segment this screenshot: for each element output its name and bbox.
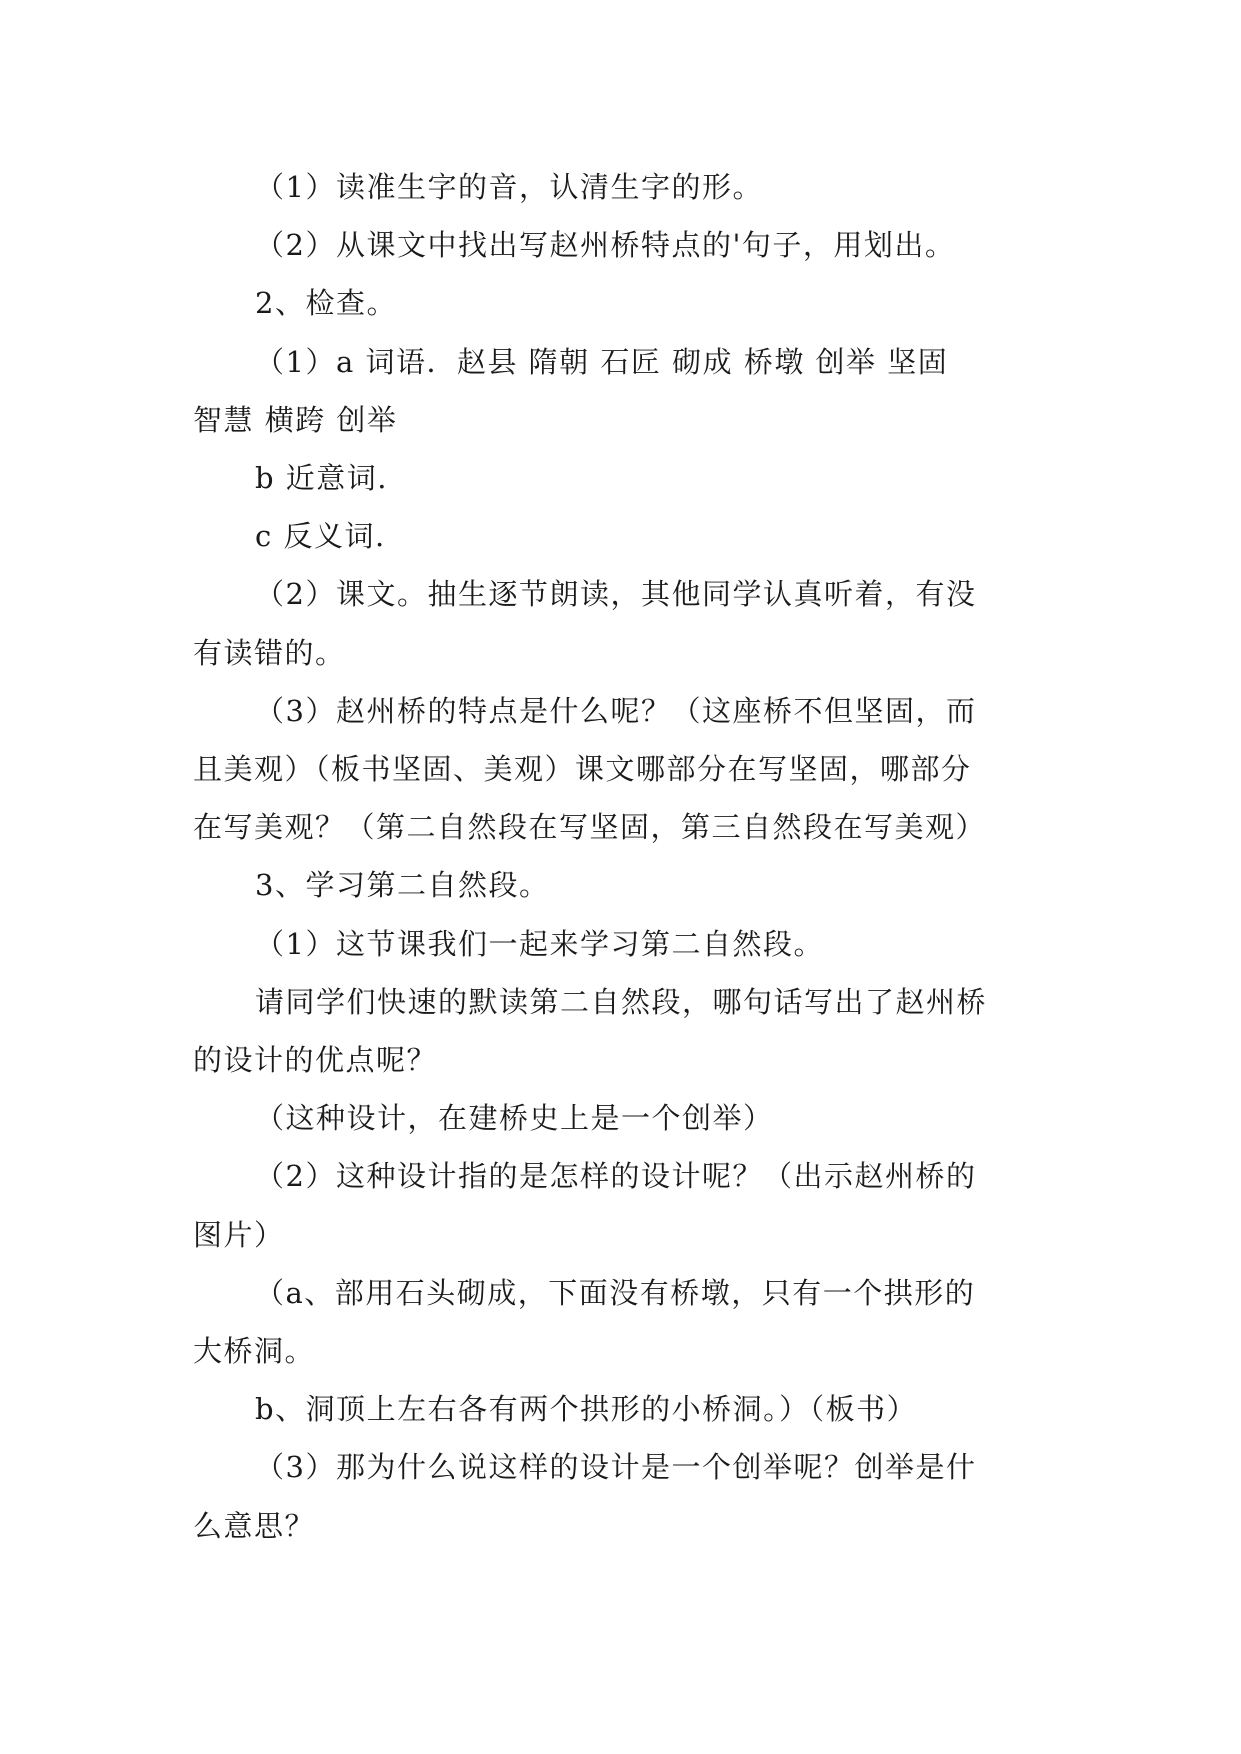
paragraph: （a、部用石头砌成，下面没有桥墩，只有一个拱形的 [255, 1275, 976, 1310]
paragraph: （这种设计，在建桥史上是一个创举） [255, 1101, 774, 1136]
paragraph: 请同学们快速的默读第二自然段，哪句话写出了赵州桥 [255, 984, 988, 1019]
paragraph: （1）这节课我们一起来学习第二自然段。 [255, 926, 824, 961]
paragraph: 3、学习第二自然段。 [255, 868, 550, 903]
paragraph: b 近意词. [255, 461, 389, 496]
paragraph-continuation: 且美观）（板书坚固、美观）课文哪部分在写坚固，哪部分 [193, 752, 972, 787]
paragraph: c 反义词. [255, 519, 386, 554]
paragraph-continuation: 大桥洞。 [193, 1334, 316, 1369]
paragraph-continuation: 么意思？ [193, 1508, 316, 1543]
document-body [193, 158, 1053, 1555]
paragraph-continuation: 图片） [193, 1217, 285, 1252]
paragraph: 2、检查。 [255, 286, 397, 321]
paragraph-continuation: 有读错的。 [193, 635, 346, 670]
paragraph: （1）读准生字的音，认清生字的形。 [255, 170, 763, 204]
paragraph-continuation: 在写美观？（第二自然段在写坚固，第三自然段在写美观） [193, 810, 987, 845]
paragraph: （3）那为什么说这样的设计是一个创举呢？创举是什 [255, 1450, 977, 1485]
paragraph: （3）赵州桥的特点是什么呢？（这座桥不但坚固，而 [255, 693, 977, 728]
paragraph-continuation: 的设计的优点呢？ [193, 1043, 438, 1078]
paragraph-continuation: 智慧 横跨 创举 [193, 402, 398, 437]
paragraph: （2）课文。抽生逐节朗读，其他同学认真听着，有没 [255, 577, 977, 612]
paragraph: （2）这种设计指的是怎样的设计呢？（出示赵州桥的 [255, 1159, 977, 1194]
paragraph: （1）a 词语．赵县 隋朝 石匠 砌成 桥墩 创举 坚固 [255, 344, 949, 379]
paragraph: （2）从课文中找出写赵州桥特点的'句子，用划出。 [255, 228, 956, 263]
paragraph: b、洞顶上左右各有两个拱形的小桥洞。）（板书） [255, 1392, 918, 1427]
